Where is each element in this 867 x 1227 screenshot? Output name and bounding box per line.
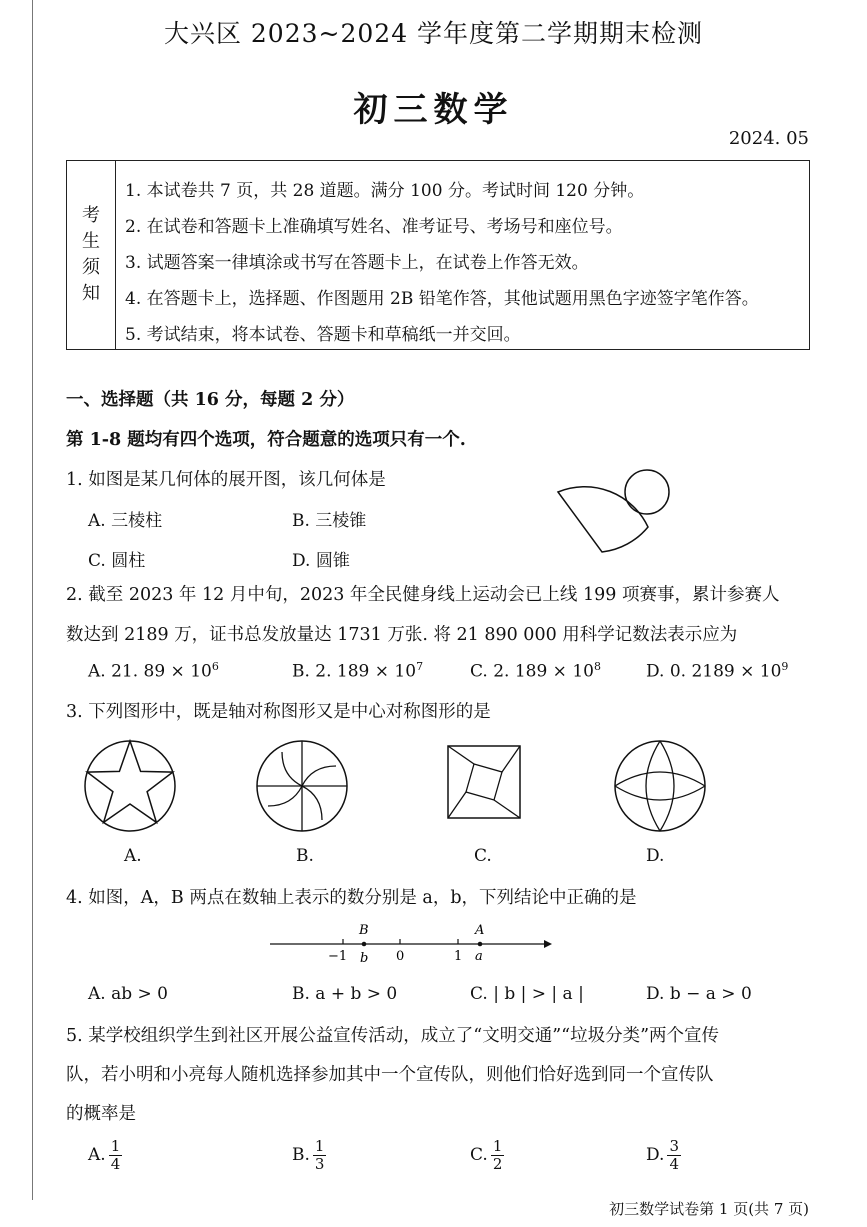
notice-box [66, 160, 810, 350]
q1-option-c[interactable]: C. 圆柱 [88, 551, 146, 571]
q2-stem-line2: 数达到 2189 万，证书总发放量达 1731 万张. 将 21 890 000 用科学记数法表示应为 [66, 625, 738, 645]
q5-stem-line1: 5. 某学校组织学生到社区开展公益宣传活动，成立了“文明交通”“垃圾分类”两个宣传 [66, 1026, 720, 1046]
q3-label-b: B. [296, 846, 314, 866]
q3-figure-c-square[interactable] [446, 744, 524, 822]
q3-label-a: A. [124, 846, 142, 866]
notice-items [116, 161, 759, 349]
q4-option-b[interactable]: B. a + b > 0 [292, 984, 398, 1004]
q5-stem-line3: 的概率是 [66, 1104, 136, 1124]
notice-item: 3. 试题答案一律填涂或书写在答题卡上，在试卷上作答无效。 [125, 253, 589, 273]
tick-neg1: −1 [328, 949, 348, 964]
q1-option-a[interactable]: A. 三棱柱 [88, 511, 163, 531]
notice-label-char: 知 [82, 283, 100, 304]
value-b-label: b [360, 951, 369, 966]
q5-option-a[interactable]: A. $\frac{1}{4}$ [88, 1137, 121, 1173]
q3-stem: 3. 下列图形中，既是轴对称图形又是中心对称图形的是 [66, 702, 491, 722]
q2-option-c[interactable]: C. 2. $189 \times 10^8$ [470, 660, 601, 682]
notice-label-char: 生 [82, 231, 100, 252]
q4-option-a[interactable]: A. ab > 0 [88, 984, 168, 1004]
q2-option-b[interactable]: B. 2. $189 \times 10^7$ [292, 660, 424, 682]
notice-item: 2. 在试卷和答题卡上准确填写姓名、准考证号、考场号和座位号。 [125, 217, 623, 237]
notice-item: 5. 考试结束，将本试卷、答题卡和草稿纸一并交回。 [125, 325, 521, 345]
q4-stem: 4. 如图，A，B 两点在数轴上表示的数分别是 a，b，下列结论中正确的是 [66, 888, 637, 908]
tick-one: 1 [454, 949, 463, 964]
q5-option-d[interactable]: D. $\frac{3}{4}$ [646, 1137, 679, 1173]
q4-number-line [266, 918, 556, 968]
point-b-label: B [359, 923, 369, 938]
exam-date: 2024. 05 [728, 128, 809, 149]
q3-label-c: C. [474, 846, 492, 866]
value-a-label: a [475, 949, 483, 964]
notice-label [67, 161, 116, 349]
q3-figure-b-pinwheel[interactable] [254, 738, 350, 834]
q2-stem-line1: 2. 截至 2023 年 12 月中旬，2023 年全民健身线上运动会已上线 199 项赛事，累计参赛人 [66, 585, 780, 605]
margin-line [32, 0, 33, 1200]
notice-label-char: 考 [82, 205, 100, 226]
q4-option-c[interactable]: C. | b | > | a | [470, 984, 584, 1004]
q3-figure-d-flower[interactable] [612, 738, 708, 834]
tick-zero: 0 [396, 949, 405, 964]
q3-figure-a-star[interactable] [82, 738, 178, 834]
q1-option-b[interactable]: B. 三棱锥 [292, 511, 367, 531]
q1-stem: 1. 如图是某几何体的展开图，该几何体是 [66, 470, 386, 490]
notice-label-char: 须 [82, 257, 100, 278]
q4-option-d[interactable]: D. b − a > 0 [646, 984, 752, 1004]
q2-option-d[interactable]: D. 0. $2189 \times 10^9$ [646, 660, 789, 682]
section-instruction: 第 1-8 题均有四个选项，符合题意的选项只有一个. [66, 430, 466, 450]
q2-option-a[interactable]: A. 21. $89 \times 10^6$ [88, 660, 219, 682]
q5-stem-line2: 队，若小明和小亮每人随机选择参加其中一个宣传队，则他们恰好选到同一个宣传队 [66, 1065, 714, 1085]
q5-option-c[interactable]: C. $\frac{1}{2}$ [470, 1137, 503, 1173]
section-title: 一、选择题（共 16 分，每题 2 分） [66, 390, 355, 410]
q5-option-b[interactable]: B. $\frac{1}{3}$ [292, 1137, 325, 1173]
notice-item: 1. 本试卷共 7 页，共 28 道题。满分 100 分。考试时间 120 分钟。 [125, 181, 645, 201]
point-a-label: A [475, 923, 485, 938]
exam-header: 大兴区 2023~2024 学年度第二学期期末检测 [163, 19, 704, 48]
page-footer: 初三数学试卷第 1 页(共 7 页) [609, 1200, 809, 1218]
notice-item: 4. 在答题卡上，选择题、作图题用 2B 铅笔作答，其他试题用黑色字迹签字笔作答。 [125, 289, 759, 309]
q1-option-d[interactable]: D. 圆锥 [292, 551, 350, 571]
q3-label-d: D. [646, 846, 665, 866]
q1-net-figure [550, 462, 680, 562]
page-title: 初三数学 [353, 90, 514, 130]
